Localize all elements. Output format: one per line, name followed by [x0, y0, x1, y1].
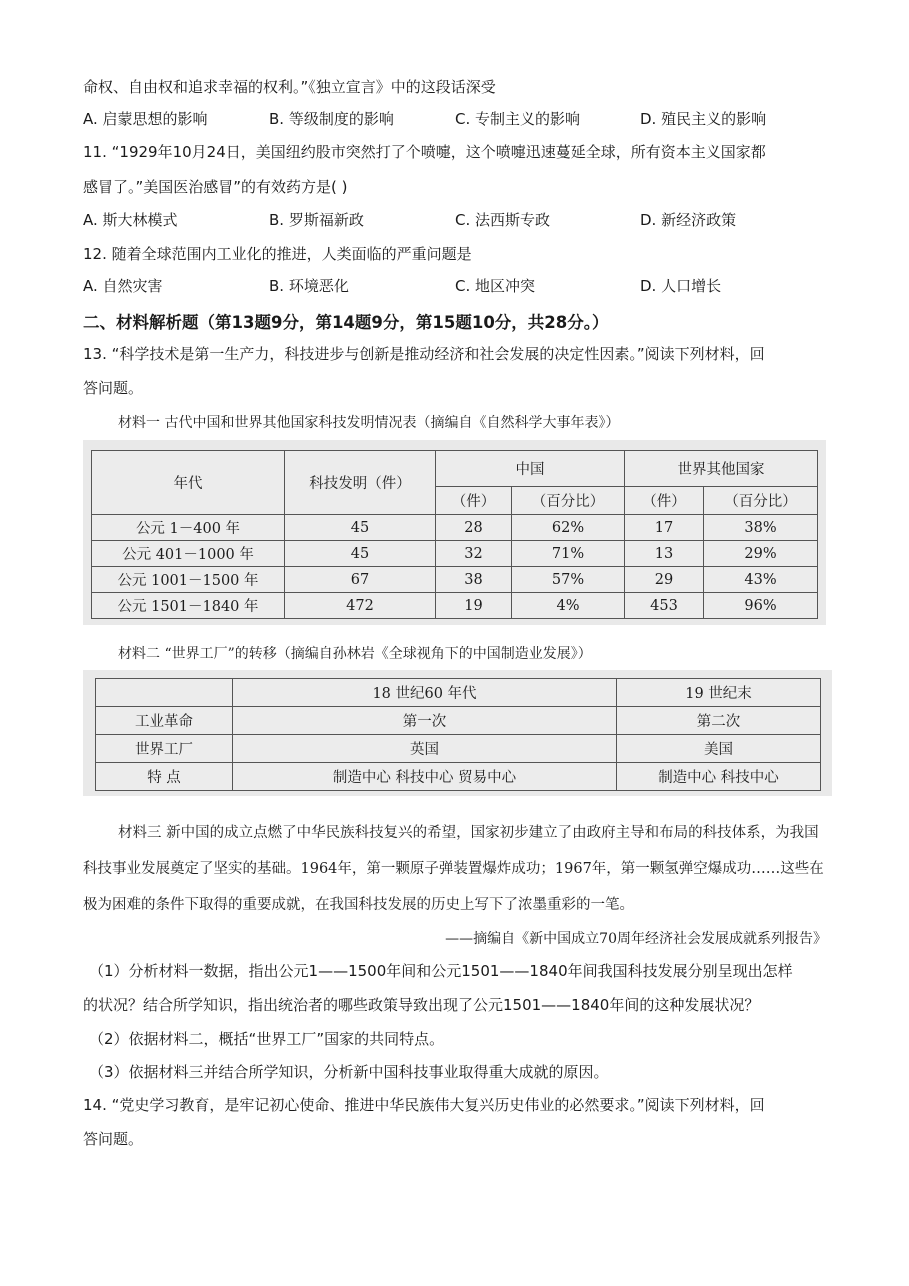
table-row	[92, 593, 818, 619]
table-row	[92, 541, 818, 567]
cell-world-count: 13	[625, 541, 704, 567]
q13-sub3: （3）依据材料三并结合所学知识，分析新中国科技事业取得重大成就的原因。	[89, 1063, 609, 1081]
cell-china-percent: 57%	[512, 567, 625, 593]
table-row	[96, 763, 821, 791]
table-row	[92, 567, 818, 593]
q11-stem-line1: 11. “1929年10月24日，美国纽约股市突然打了个喷嚏，这个喷嚏迅速蔓延全球，所有资本主义国家都	[83, 143, 766, 161]
header-era: 年代	[92, 451, 285, 515]
q13-stem-line1: 13. “科学技术是第一生产力，科技进步与创新是推动经济和社会发展的决定性因素。”阅读下列材料，回	[83, 345, 765, 363]
q11-option-a[interactable]: A. 斯大林模式	[83, 211, 178, 229]
cell-china-count: 28	[436, 515, 512, 541]
header-china: 中国	[436, 451, 625, 487]
material1-title: 材料一 古代中国和世界其他国家科技发明情况表（摘编自《自然科学大事年表》）	[118, 415, 620, 431]
material2-title: 材料二 “世界工厂”的转移（摘编自孙林岩《全球视角下的中国制造业发展》）	[118, 646, 592, 662]
table2-cell: 制造中心 科技中心 贸易中心	[233, 763, 617, 791]
q11-option-d[interactable]: D. 新经济政策	[640, 211, 737, 229]
material1-table-scan	[83, 440, 826, 625]
q11-option-c[interactable]: C. 法西斯专政	[455, 211, 551, 229]
q12-option-c[interactable]: C. 地区冲突	[455, 277, 536, 295]
table-row	[92, 515, 818, 541]
q12-option-d[interactable]: D. 人口增长	[640, 277, 722, 295]
q10-continuation: 命权、自由权和追求幸福的权利。”《独立宣言》中的这段话深受	[83, 78, 496, 96]
table2-cell: 制造中心 科技中心	[617, 763, 821, 791]
q10-option-a[interactable]: A. 启蒙思想的影响	[83, 110, 208, 128]
header-world: 世界其他国家	[625, 451, 818, 487]
q14-stem-line2: 答问题。	[83, 1130, 144, 1148]
header-inventions: 科技发明（件）	[285, 451, 436, 515]
table2-header-col1: 18 世纪60 年代	[233, 679, 617, 707]
cell-china-count: 19	[436, 593, 512, 619]
q13-sub1-line2: 的状况？结合所学知识，指出统治者的哪些政策导致出现了公元1501——1840年间的这种发展状况？	[83, 996, 760, 1014]
q11-option-b[interactable]: B. 罗斯福新政	[269, 211, 364, 229]
material3-text: 材料三 新中国的成立点燃了中华民族科技复兴的希望，国家初步建立了由政府主导和布局的科技体系，为我国科技事业发展奠定了坚实的基础。1964年，第一颗原子弹装置爆炸成功；1967年，第一颗氢弹空爆成功……这些在极为困难的条件下取得的重要成就，在我国科技发展的历史上写下了浓墨重彩的一笔。	[83, 825, 824, 913]
cell-era: 公元 1－400 年	[92, 515, 285, 541]
material3-source: ——摘编自《新中国成立70周年经济社会发展成就系列报告》	[445, 931, 827, 947]
table2-cell: 第二次	[617, 707, 821, 735]
cell-china-count: 32	[436, 541, 512, 567]
table2-cell: 英国	[233, 735, 617, 763]
cell-era: 公元 1001－1500 年	[92, 567, 285, 593]
material2-table	[95, 678, 821, 791]
cell-world-count: 29	[625, 567, 704, 593]
q13-sub1-line1: （1）分析材料一数据，指出公元1——1500年间和公元1501——1840年间我国科技发展分别呈现出怎样	[89, 962, 793, 980]
table2-label: 世界工厂	[96, 735, 233, 763]
section-heading: 二、材料解析题（第13题9分，第14题9分，第15题10分，共28分。）	[83, 313, 609, 332]
q12-option-b[interactable]: B. 环境恶化	[269, 277, 349, 295]
q10-option-d[interactable]: D. 殖民主义的影响	[640, 110, 767, 128]
header-world-count: （件）	[625, 487, 704, 515]
q12-option-a[interactable]: A. 自然灾害	[83, 277, 163, 295]
table2-header-col2: 19 世纪末	[617, 679, 821, 707]
table2-cell: 第一次	[233, 707, 617, 735]
cell-total: 472	[285, 593, 436, 619]
q13-sub2: （2）依据材料二，概括“世界工厂”国家的共同特点。	[89, 1030, 445, 1048]
material1-table	[91, 450, 818, 619]
header-china-percent: （百分比）	[512, 487, 625, 515]
table-row	[96, 735, 821, 763]
cell-era: 公元 1501－1840 年	[92, 593, 285, 619]
cell-world-percent: 43%	[704, 567, 818, 593]
q13-stem-line2: 答问题。	[83, 379, 144, 397]
cell-world-percent: 38%	[704, 515, 818, 541]
cell-china-percent: 71%	[512, 541, 625, 567]
cell-world-count: 453	[625, 593, 704, 619]
cell-total: 67	[285, 567, 436, 593]
cell-total: 45	[285, 515, 436, 541]
cell-world-percent: 29%	[704, 541, 818, 567]
table2-corner	[96, 679, 233, 707]
cell-china-percent: 62%	[512, 515, 625, 541]
material3-paragraph	[83, 815, 828, 923]
table-row	[96, 707, 821, 735]
q11-stem-line2: 感冒了。”美国医治感冒”的有效药方是( )	[83, 178, 348, 196]
cell-china-percent: 4%	[512, 593, 625, 619]
q14-stem-line1: 14. “党史学习教育，是牢记初心使命、推进中华民族伟大复兴历史伟业的必然要求。”阅读下列材料，回	[83, 1096, 765, 1114]
cell-china-count: 38	[436, 567, 512, 593]
q12-stem: 12. 随着全球范围内工业化的推进，人类面临的严重问题是	[83, 245, 472, 263]
cell-world-count: 17	[625, 515, 704, 541]
cell-era: 公元 401－1000 年	[92, 541, 285, 567]
table2-cell: 美国	[617, 735, 821, 763]
q10-option-b[interactable]: B. 等级制度的影响	[269, 110, 394, 128]
table2-label: 工业革命	[96, 707, 233, 735]
material2-table-scan	[83, 670, 832, 796]
cell-total: 45	[285, 541, 436, 567]
cell-world-percent: 96%	[704, 593, 818, 619]
header-world-percent: （百分比）	[704, 487, 818, 515]
header-china-count: （件）	[436, 487, 512, 515]
table2-label: 特 点	[96, 763, 233, 791]
q10-option-c[interactable]: C. 专制主义的影响	[455, 110, 581, 128]
